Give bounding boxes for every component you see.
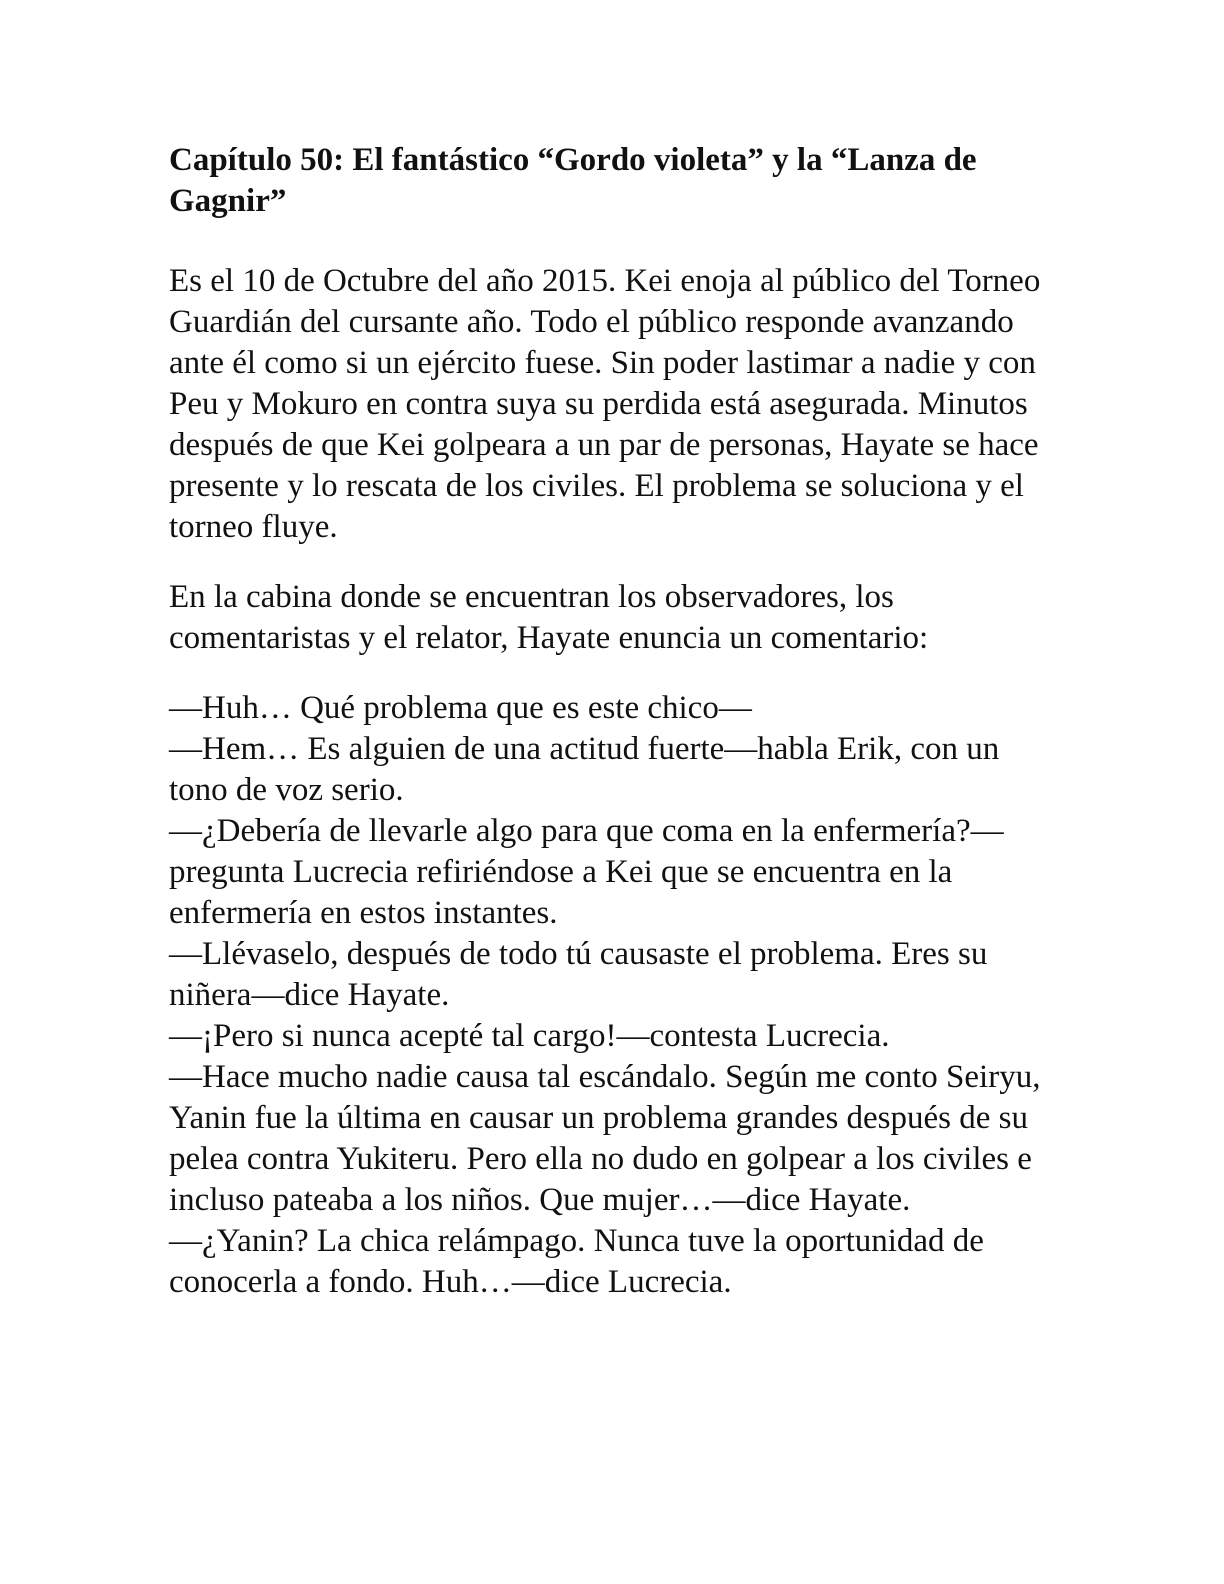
chapter-title: Capítulo 50: El fantástico “Gordo violeta” y la “Lanza de Gagnir” (169, 142, 977, 219)
dialogue-line: —¿Yanin? La chica relámpago. Nunca tuve la oportunidad de conocerla a fondo. Huh…—dice Lucrecia. (169, 1223, 984, 1300)
intro-paragraph: Es el 10 de Octubre del año 2015. Kei enoja al público del Torneo Guardián del cursante año. Todo el público responde avanzando ante él como si un ejército fuese. Sin poder lastimar a nadie y con Peu y Mokuro en contra suya su perdida está asegurada. Minutos después de que Kei golpeara a un par de personas, Hayate se hace presente y lo rescata de los civiles. El problema se soluciona y el torneo fluye. (169, 263, 1041, 545)
dialogue-line: —Hace mucho nadie causa tal escándalo. Según me conto Seiryu, Yanin fue la última en causar un problema grandes después de su pelea contra Yukiteru. Pero ella no dudo en golpear a los civiles e incluso pateaba a los niños. Que mujer…—dice Hayate. (169, 1059, 1041, 1218)
cabin-paragraph: En la cabina donde se encuentran los observadores, los comentaristas y el relator, Hayate enuncia un comentario: (169, 579, 929, 656)
dialogue-block (169, 688, 1044, 1303)
dialogue-line: —Llévaselo, después de todo tú causaste el problema. Eres su niñera—dice Hayate. (169, 936, 988, 1013)
dialogue-line: —Hem… Es alguien de una actitud fuerte—habla Erik, con un tono de voz serio. (169, 731, 1000, 808)
dialogue-line: —¡Pero si nunca acepté tal cargo!—contesta Lucrecia. (169, 1018, 890, 1054)
dialogue-line: —Huh… Qué problema que es este chico— (169, 690, 752, 726)
dialogue-line: —¿Debería de llevarle algo para que coma en la enfermería?—pregunta Lucrecia refiriéndose a Kei que se encuentra en la enfermería en estos instantes. (169, 813, 1004, 931)
